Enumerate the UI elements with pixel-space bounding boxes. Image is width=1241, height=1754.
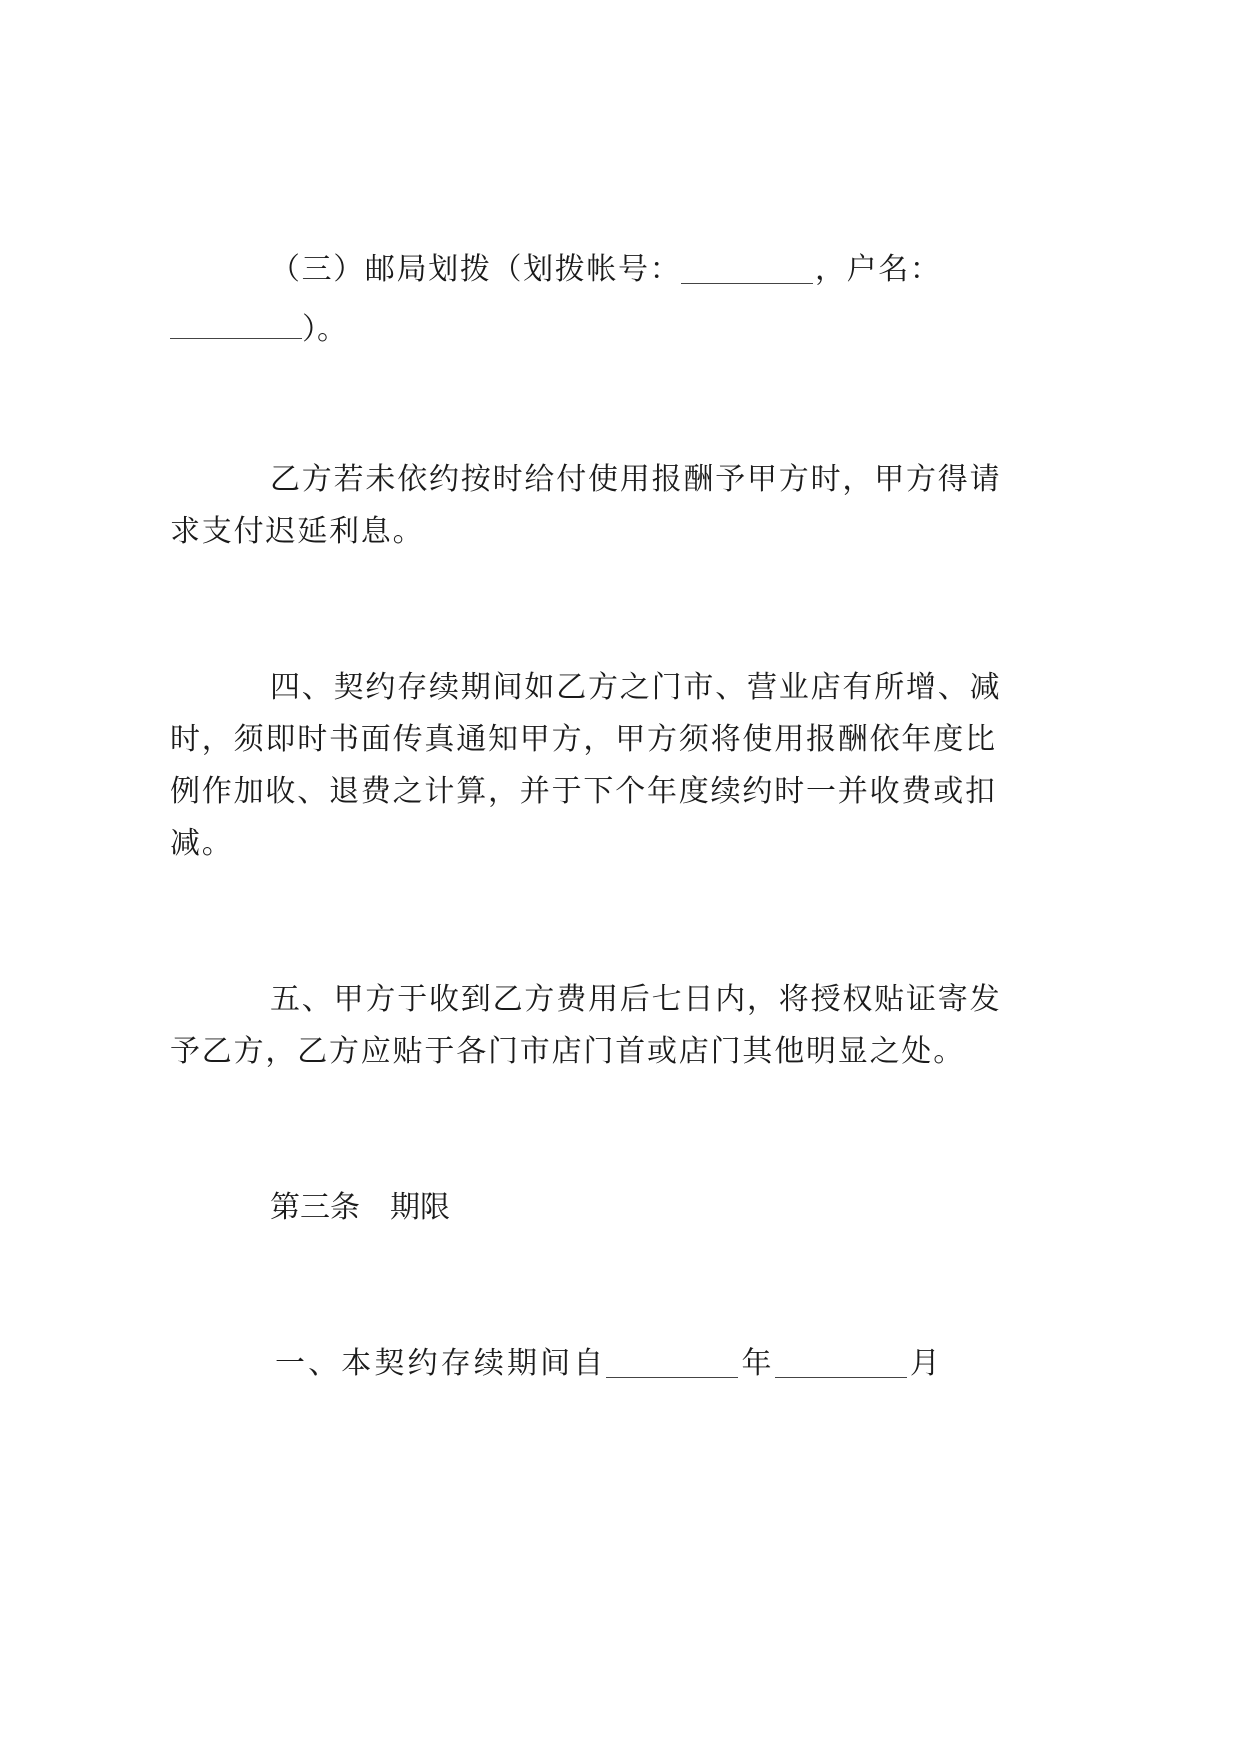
- postal-transfer-char: ，: [814, 252, 845, 287]
- postal-transfer-blank-0: [681, 257, 813, 284]
- term-clause-char: 、: [308, 1346, 339, 1381]
- term-clause-char: 自: [573, 1346, 604, 1381]
- postal-transfer-line-2: [170, 310, 347, 350]
- postal-transfer-char: 号: [618, 252, 649, 287]
- article-three-heading: 第三条 期限: [270, 1190, 450, 1225]
- postal-transfer-line-2-suffix: ）。: [302, 312, 347, 347]
- clause-five-line-2: 予乙方，乙方应贴于各门市店门首或店门其他明显之处。: [170, 1034, 965, 1069]
- term-clause-char: 续: [473, 1346, 504, 1381]
- postal-transfer-char: 名: [878, 252, 909, 287]
- term-clause-char: 期: [506, 1346, 537, 1381]
- term-clause-char: 契: [374, 1346, 405, 1381]
- interest-paragraph-line-1: 乙方若未依约按时给付使用报酬予甲方时，甲方得请: [270, 462, 1002, 497]
- postal-transfer-char: （: [491, 252, 522, 287]
- postal-transfer-char: 局: [396, 252, 427, 287]
- postal-transfer-char: ）: [333, 252, 364, 287]
- clause-four-line-3: 例作加收、退费之计算，并于下个年度续约时一并收费或扣: [170, 774, 997, 809]
- interest-paragraph-line-2: 求支付迟延利息。: [170, 514, 425, 549]
- postal-transfer-char: （: [270, 252, 300, 287]
- postal-transfer-char: 划: [523, 252, 554, 287]
- term-clause-blank-0: [606, 1351, 738, 1378]
- term-clause-char: 本: [341, 1346, 372, 1381]
- postal-transfer-char: 拨: [459, 252, 490, 287]
- term-clause-blank-1: [775, 1351, 907, 1378]
- term-clause-char: 存: [440, 1346, 471, 1381]
- clause-five-line-1: 五、甲方于收到乙方费用后七日内，将授权贴证寄发: [270, 982, 1002, 1017]
- postal-transfer-char: 拨: [554, 252, 585, 287]
- postal-transfer-char: 三: [301, 252, 332, 287]
- postal-transfer-char: ：: [649, 252, 680, 287]
- term-clause-char: 月: [909, 1346, 940, 1381]
- postal-transfer-char: 户: [846, 252, 877, 287]
- term-clause-line-1: [275, 1344, 940, 1384]
- postal-transfer-char: 划: [428, 252, 459, 287]
- term-clause-char: 间: [540, 1346, 571, 1381]
- postal-transfer-char: 邮: [364, 252, 395, 287]
- clause-four-line-1: 四、契约存续期间如乙方之门市、营业店有所增、减: [270, 670, 1002, 705]
- clause-four-line-2: 时，须即时书面传真通知甲方，甲方须将使用报酬依年度比: [170, 722, 997, 757]
- clause-four-line-4: 减。: [170, 826, 234, 861]
- term-clause-char: 约: [407, 1346, 438, 1381]
- postal-transfer-line-1: [270, 250, 940, 290]
- postal-transfer-char: ：: [909, 252, 940, 287]
- term-clause-char: 年: [741, 1346, 772, 1381]
- postal-transfer-char: 帐: [586, 252, 617, 287]
- term-clause-char: 一: [275, 1346, 305, 1381]
- account-name-blank: [170, 312, 302, 339]
